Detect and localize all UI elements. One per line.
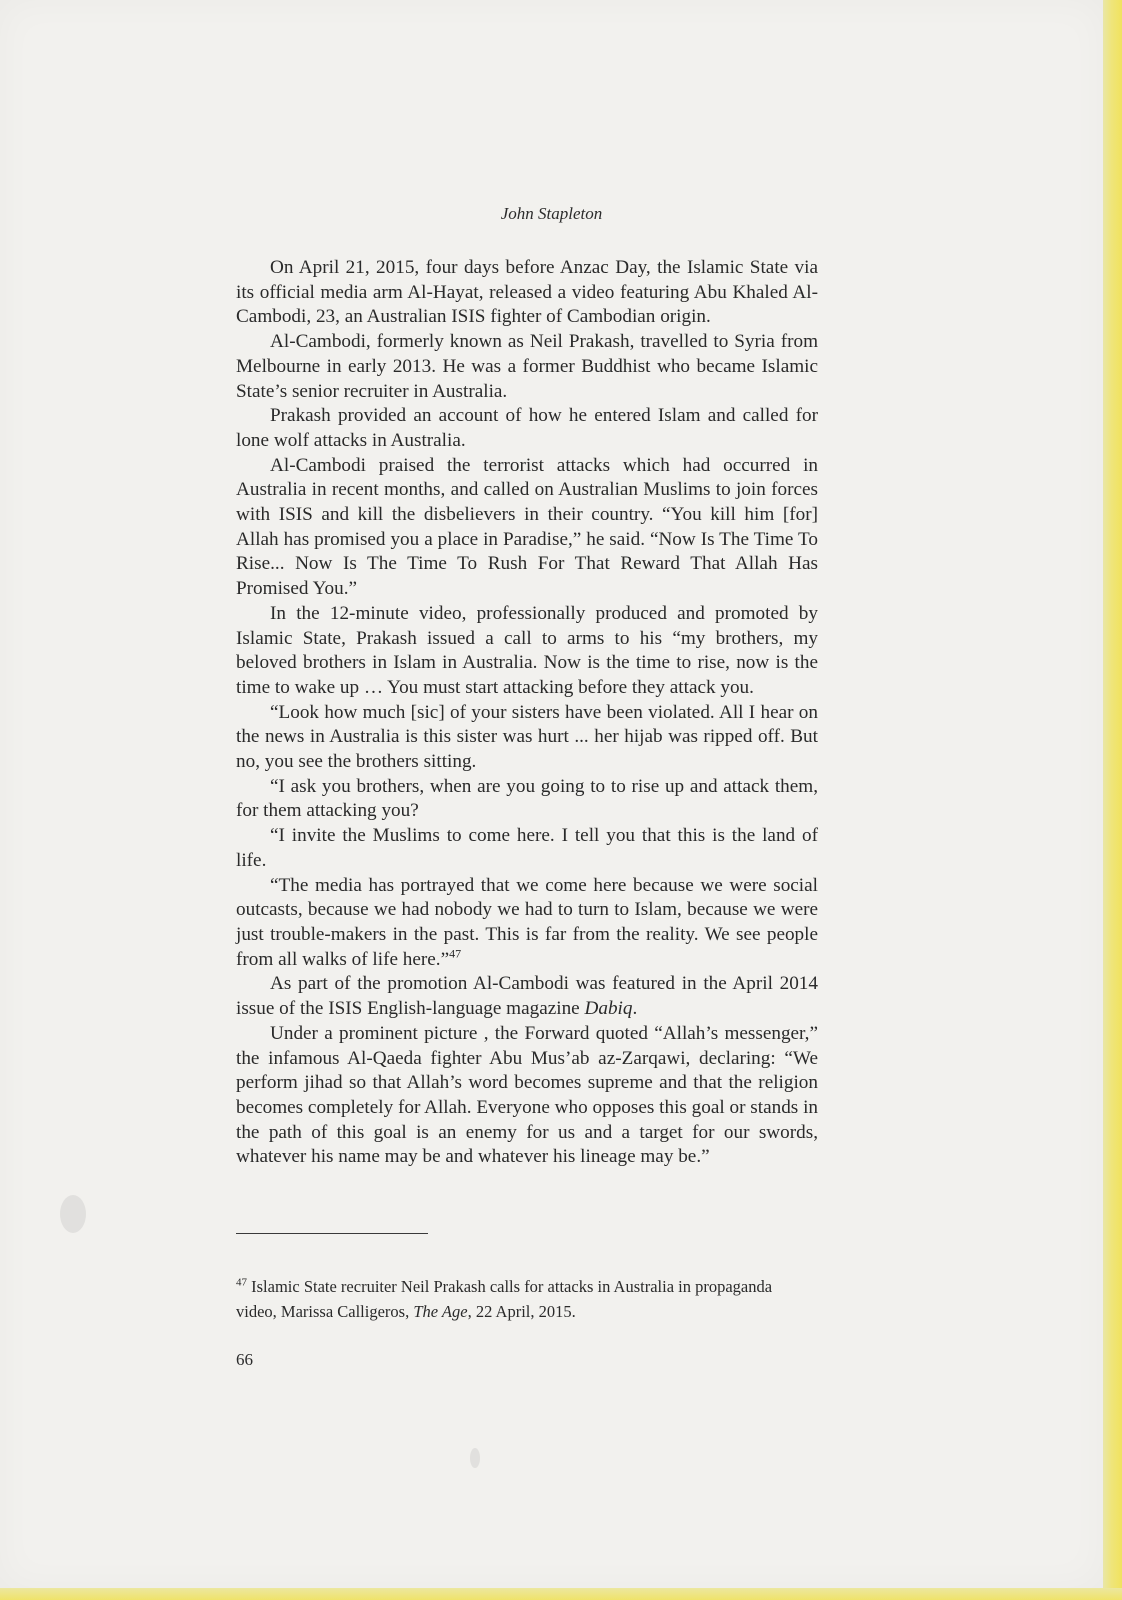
- paragraph-11: Under a prominent picture , the Forward quoted “Allah’s messenger,” the infamous Al-Qaeda fighter Abu Mus’ab az-Zarqawi, declaring: “We perform jihad so that Allah’s word becomes supreme and that the religion becomes completely for Allah. Everyone who opposes this goal or stands in the path of this goal is an enemy for us and a target for our swords, whatever his name may be and whatever his lineage may be.”: [236, 1022, 818, 1168]
- page-number: 66: [236, 1350, 253, 1369]
- footnote-number: 47: [236, 1276, 247, 1289]
- footnote-text: Islamic State recruiter Neil Prakash calls for attacks in Australia in propaganda video, Marissa Calligeros,: [236, 1277, 773, 1321]
- footnote-divider: [236, 1233, 428, 1234]
- footnote-date: , 22 April, 2015.: [467, 1301, 576, 1321]
- paragraph-7: “I ask you brothers, when are you going to to rise up and attack them, for them attacking you?: [236, 775, 818, 822]
- paragraph-1: On April 21, 2015, four days before Anzac Day, the Islamic State via its official media arm Al-Hayat, released a video featuring Abu Khaled Al-Cambodi, 23, an Australian ISIS fighter of Cambodian origin.: [236, 257, 818, 328]
- paragraph-6: “Look how much [sic] of your sisters have been violated. All I hear on the news in Australia is this sister was hurt ... her hijab was ripped off. But no, you see the brothers sitting.: [236, 701, 818, 773]
- footnote-publication: The Age: [413, 1301, 468, 1321]
- page-edge-bottom: [0, 1588, 1122, 1600]
- paragraph-10: As part of the promotion Al-Cambodi was featured in the April 2014 issue of the ISIS English-language magazine Dabiq.: [236, 973, 818, 1020]
- scan-smudge: [60, 1195, 86, 1233]
- running-head: John Stapleton: [500, 204, 603, 223]
- footnote-reference[interactable]: 47: [449, 946, 462, 961]
- paragraph-4: Al-Cambodi praised the terrorist attacks which had occurred in Australia in recent months, and called on Australian Muslims to join forces with ISIS and kill the disbelievers in their country. “You kill him [for] Allah has promised you a place in Paradise,” he said. “Now Is The Time To Rise... Now Is The Time To Rush For That Reward That Allah Has Promised You.”: [236, 454, 818, 600]
- paragraph-9: “The media has portrayed that we come here because we were social outcasts, because we had nobody we had to turn to Islam, because we were just trouble-makers in the past. This is far from the reality. We see people from all walks of life here.”$^{47}$: [236, 874, 818, 970]
- paragraph-5: In the 12-minute video, professionally produced and promoted by Islamic State, Prakash issued a call to arms to his “my brothers, my beloved brothers in Islam in Australia. Now is the time to rise, now is the time to wake up … You must start attacking before they attack you.: [236, 602, 818, 698]
- scan-smudge: [470, 1448, 480, 1468]
- footnote: [236, 1275, 796, 1324]
- paragraph-3: Prakash provided an account of how he entered Islam and called for lone wolf attacks in Australia.: [236, 405, 818, 451]
- paragraph-2: Al-Cambodi, formerly known as Neil Prakash, travelled to Syria from Melbourne in early 2013. He was a former Buddhist who became Islamic State’s senior recruiter in Australia.: [236, 331, 818, 402]
- paragraph-8: “I invite the Muslims to come here. I tell you that this is the land of life.: [236, 825, 818, 871]
- magazine-title: Dabiq: [584, 998, 633, 1020]
- page-edge-right: [1103, 0, 1122, 1600]
- body-text: [236, 256, 818, 1170]
